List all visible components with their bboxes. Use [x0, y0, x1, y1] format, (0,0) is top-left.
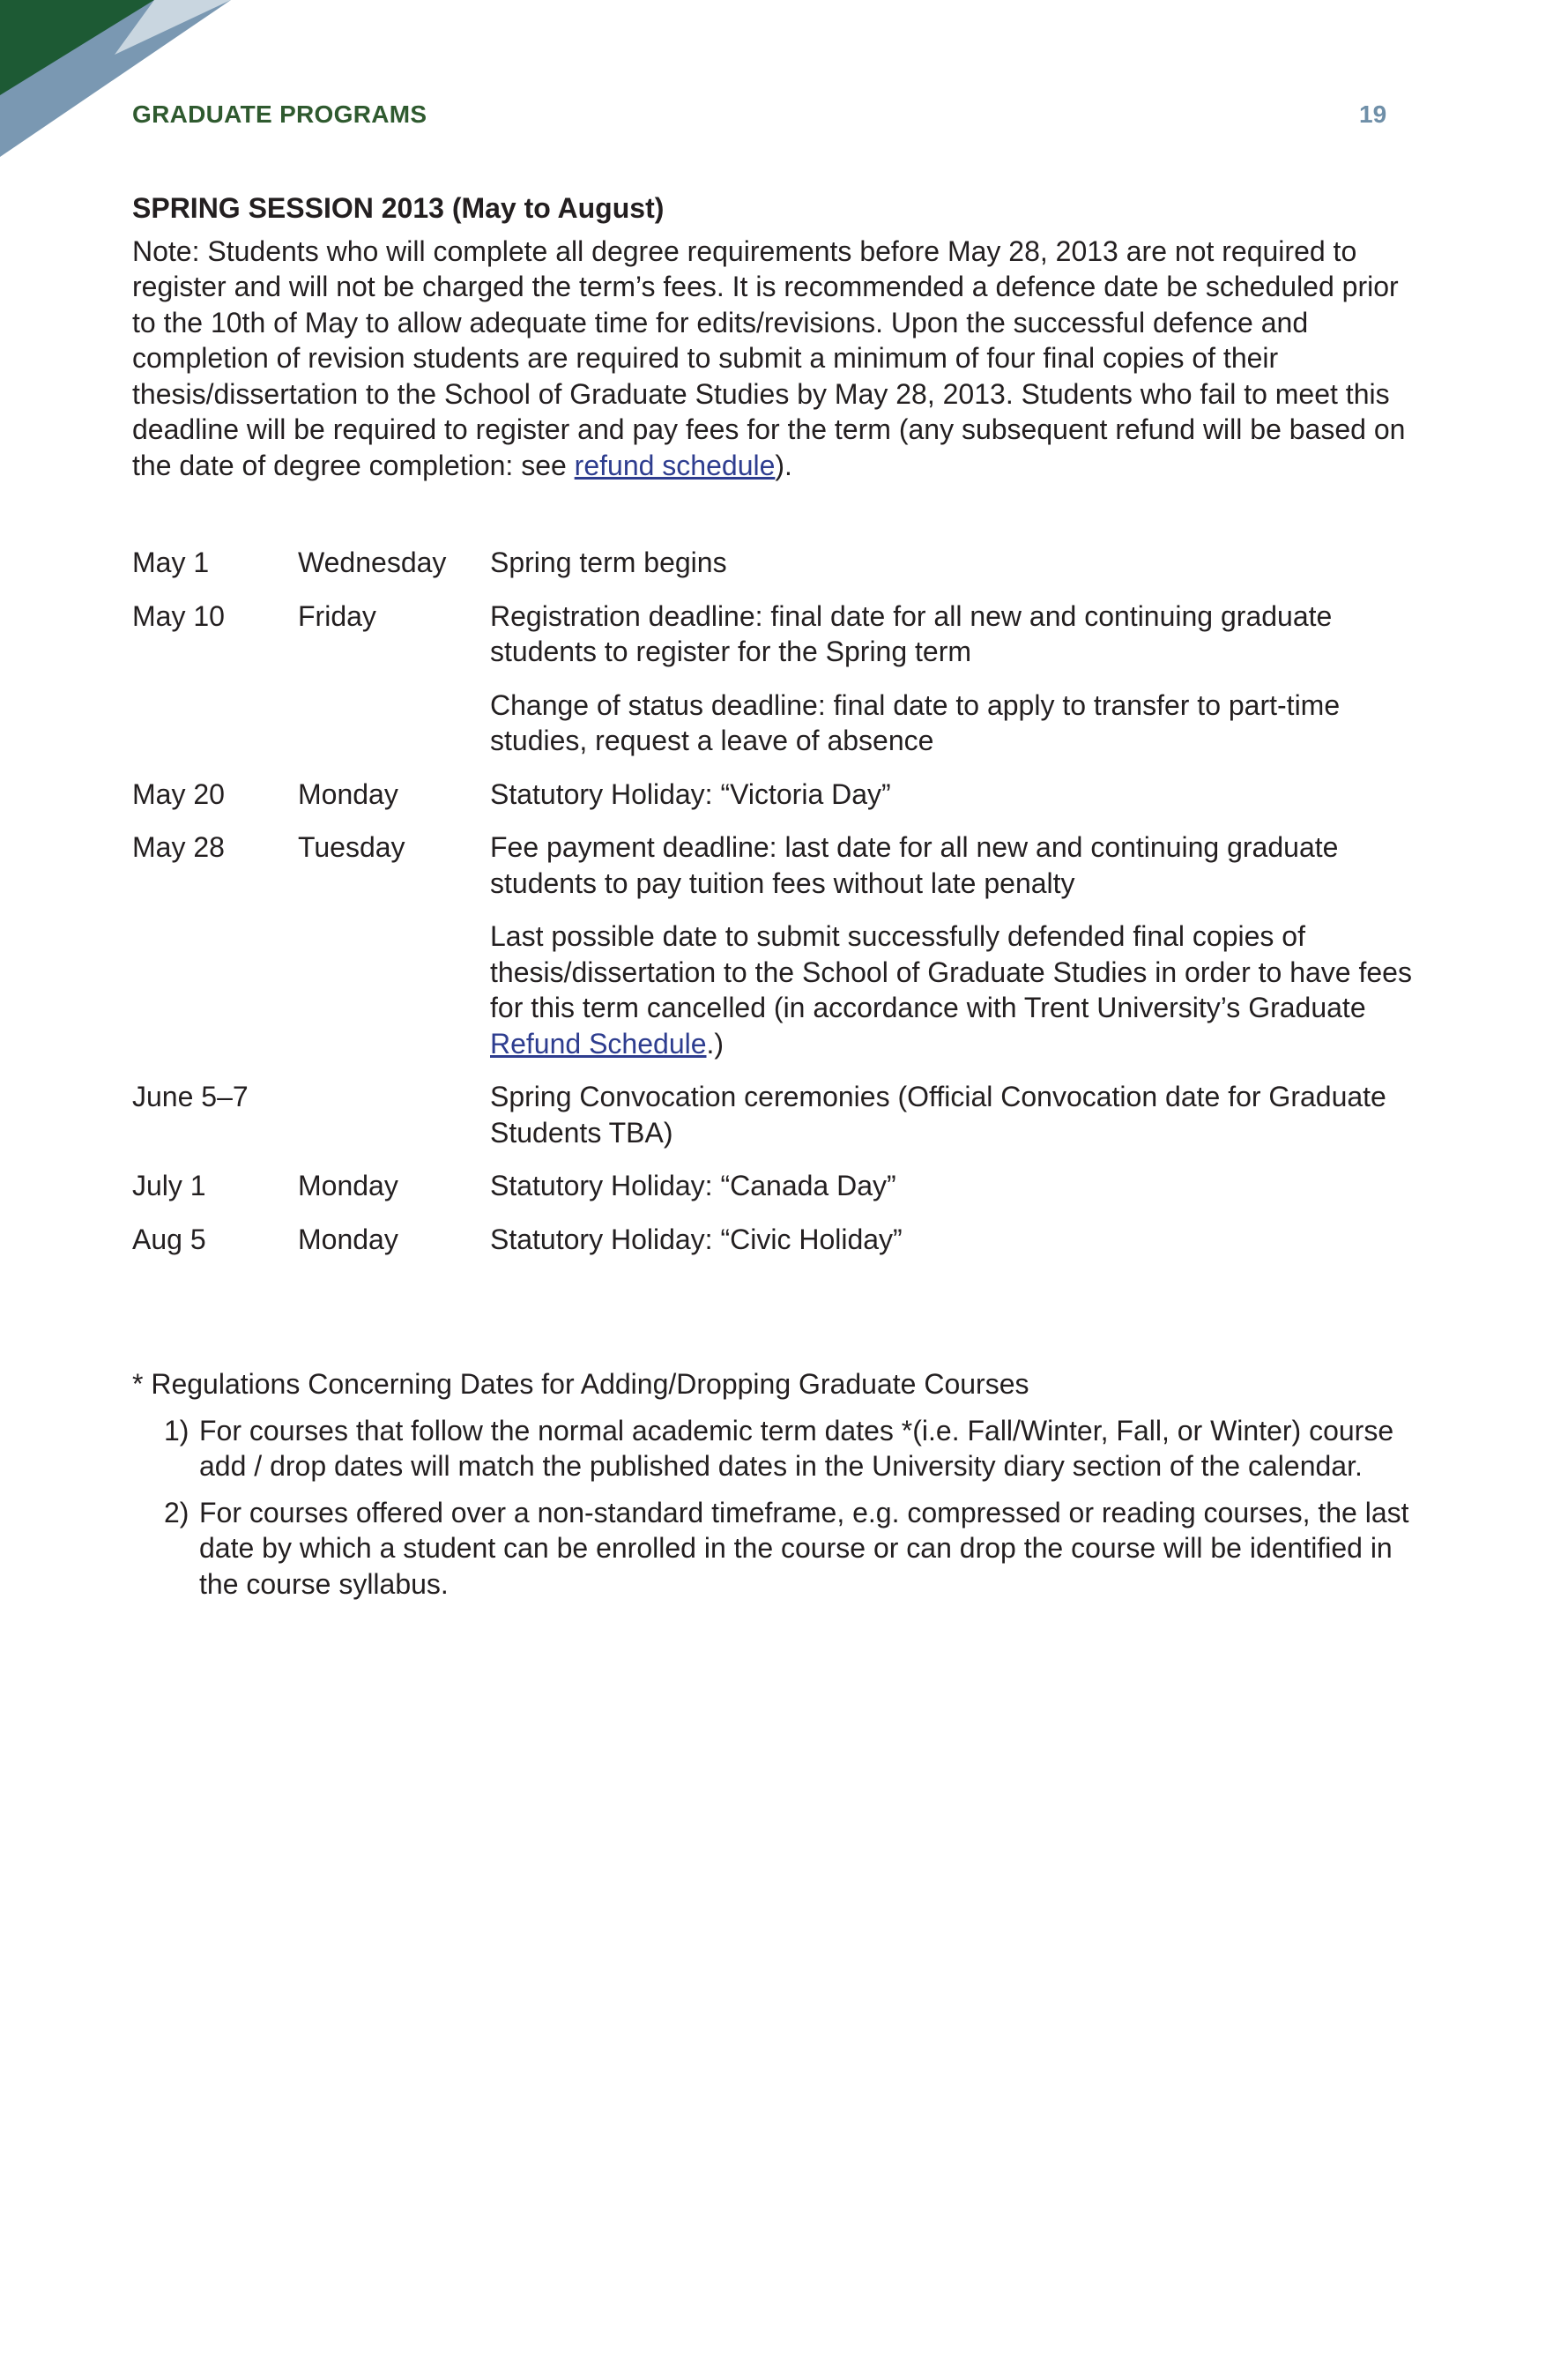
running-head: GRADUATE PROGRAMS — [132, 100, 427, 128]
schedule-events — [490, 777, 1419, 813]
schedule-date: May 20 — [132, 777, 225, 810]
schedule-event: Fee payment deadline: last date for all new and continuing graduate students to pay tuition fees without late penalty — [490, 831, 1339, 899]
schedule-date: June 5–7 — [132, 1081, 249, 1112]
regulations-list — [132, 1413, 1419, 1603]
note-text: Note: Students who will complete all degree requirements before May 28, 2013 are not required to register and will not be charged the term’s fees. It is recommended a defence date be scheduled prior to the 10th of May to allow adequate time for edits/revisions. Upon the successful defence and completion of revision students are required to submit a minimum of four final copies of their thesis/dissertation to the School of Graduate Studies by May 28, 2013. Students who fail to meet this deadline will be required to register and pay fees for the term (any subsequent refund will be based on the date of degree completion: see — [132, 234, 1406, 481]
schedule-row — [132, 1079, 1419, 1150]
regulation-text: For courses offered over a non-standard timeframe, e.g. compressed or reading courses, the last date by which a student can be enrolled in the course or can drop the course will be identified in the course syllabus. — [199, 1496, 1409, 1600]
section-title: SPRING SESSION 2013 (May to August) — [132, 192, 665, 224]
refund-schedule-link[interactable]: refund schedule — [574, 449, 776, 481]
schedule-day: Wednesday — [298, 547, 447, 578]
schedule-event-text: Last possible date to submit successfully defended final copies of thesis/dissertation to the School of Graduate Studies in order to have fees for this term cancelled (in accordance with Trent University’s Graduate — [490, 920, 1412, 1023]
schedule-day: Monday — [298, 1223, 398, 1255]
schedule-event: Statutory Holiday: “Victoria Day” — [490, 777, 891, 810]
regulation-item — [132, 1495, 1419, 1603]
schedule-event: Registration deadline: final date for all new and continuing graduate students to register for the Spring term — [490, 599, 1333, 667]
refund-schedule-link[interactable]: Refund Schedule — [490, 1027, 707, 1060]
schedule-day: Tuesday — [298, 831, 405, 863]
schedule-date: May 1 — [132, 547, 210, 578]
schedule-day: Monday — [298, 1170, 398, 1201]
schedule-day — [298, 1079, 490, 1150]
schedule-event: Statutory Holiday: “Civic Holiday” — [490, 1223, 903, 1255]
corner-decoration — [0, 0, 264, 167]
regulation-item — [132, 1413, 1419, 1484]
schedule-row — [132, 545, 1419, 581]
page-number: 19 — [1359, 100, 1387, 128]
regulations — [132, 1366, 1419, 1602]
schedule-date: July 1 — [132, 1170, 206, 1201]
schedule-events — [490, 545, 1419, 581]
schedule-event: Change of status deadline: final date to apply to transfer to part-time studies, request a leave of absence — [490, 688, 1341, 756]
schedule-row — [132, 829, 1419, 1061]
page-content — [132, 190, 1419, 1612]
schedule-events — [490, 599, 1419, 759]
schedule-events — [490, 1168, 1419, 1204]
schedule-event: Spring Convocation ceremonies (Official Convocation date for Graduate Students TBA) — [490, 1081, 1386, 1149]
schedule-event: Statutory Holiday: “Canada Day” — [490, 1170, 896, 1201]
schedule-row — [132, 599, 1419, 759]
note-suffix: ). — [775, 449, 792, 481]
note-paragraph — [132, 234, 1419, 484]
schedule-events — [490, 829, 1419, 1061]
regulations-title: * Regulations Concerning Dates for Adding/Dropping Graduate Courses — [132, 1368, 1029, 1400]
regulation-text: For courses that follow the normal academic term dates *(i.e. Fall/Winter, Fall, or Winter) course add / drop dates will match the published dates in the University diary section of the calendar. — [199, 1414, 1394, 1482]
schedule-events — [490, 1222, 1419, 1258]
schedule-event-suffix: .) — [706, 1027, 724, 1060]
schedule-date: Aug 5 — [132, 1223, 206, 1255]
regulation-number: 1) — [164, 1414, 189, 1447]
schedule-day: Monday — [298, 777, 398, 810]
schedule-date: May 10 — [132, 599, 225, 632]
schedule-row — [132, 777, 1419, 813]
schedule-row — [132, 1168, 1419, 1204]
schedule-event — [490, 919, 1419, 1061]
schedule-date: May 28 — [132, 831, 225, 863]
schedule-table — [132, 545, 1419, 1257]
schedule-day: Friday — [298, 599, 376, 632]
schedule-events — [490, 1079, 1419, 1150]
schedule-row — [132, 1222, 1419, 1258]
schedule-event: Spring term begins — [490, 547, 727, 578]
regulation-number: 2) — [164, 1496, 189, 1528]
